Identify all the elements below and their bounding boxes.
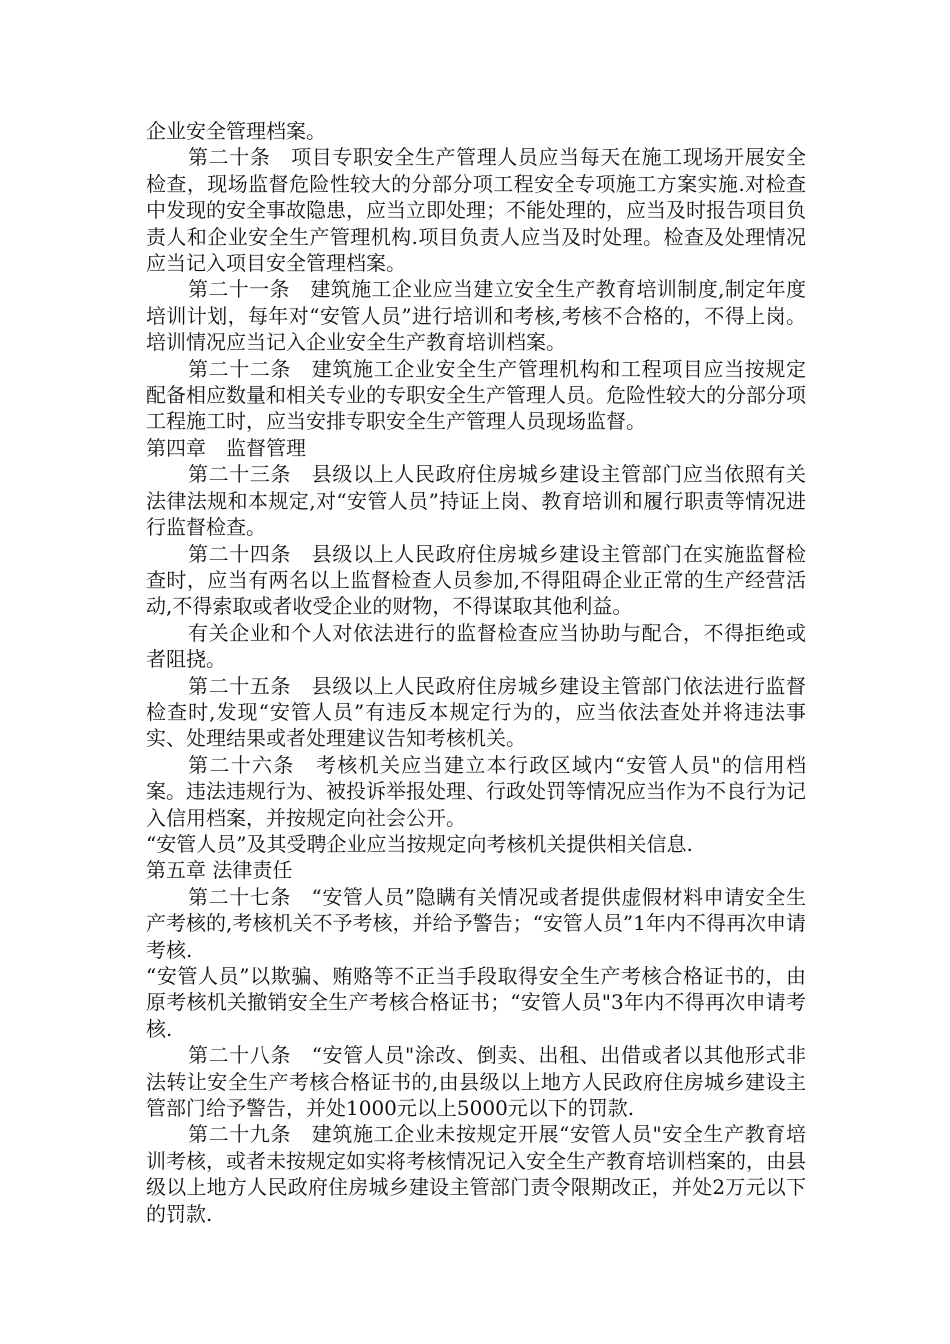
- chapter-4-heading: 第四章 监督管理: [146, 435, 306, 460]
- chapter-5-heading: 第五章 法律责任: [146, 858, 293, 883]
- article-24: 第二十四条 县级以上人民政府住房城乡建设主管部门在实施监督检查时，应当有两名以上监督检查人员参加,不得阻碍企业正常的生产经营活动,不得索取或者收受企业的财物，不得谋取其他利益。: [146, 541, 806, 619]
- article-27: 第二十七条 “安管人员”隐瞒有关情况或者提供虚假材料申请安全生产考核的,考核机关不予考核，并给予警告；“安管人员”1年内不得再次申请考核.: [146, 884, 806, 962]
- article-26: 第二十六条 考核机关应当建立本行政区域内“安管人员"的信用档案。违法违规行为、被投诉举报处理、行政处罚等情况应当作为不良行为记入信用档案，并按规定向社会公开。: [146, 752, 806, 830]
- article-24-paragraph-2: 有关企业和个人对依法进行的监督检查应当协助与配合，不得拒绝或者阻挠。: [146, 620, 806, 672]
- article-20: 第二十条 项目专职安全生产管理人员应当每天在施工现场开展安全检查，现场监督危险性较大的分部分项工程安全专项施工方案实施.对检查中发现的安全事故隐患，应当立即处理；不能处理的，应当及时报告项目负责人和企业安全生产管理机构.项目负责人应当及时处理。检查及处理情况应当记入项目安全管理档案。: [146, 145, 806, 276]
- document-page: [146, 118, 806, 1227]
- article-26-paragraph-2: “安管人员”及其受聘企业应当按规定向考核机关提供相关信息.: [146, 831, 693, 856]
- article-29: 第二十九条 建筑施工企业未按规定开展“安管人员"安全生产教育培训考核，或者未按规定如实将考核情况记入安全生产教育培训档案的，由县级以上地方人民政府住房城乡建设主管部门责令限期改正，并处2万元以下的罚款.: [146, 1122, 806, 1226]
- article-23: 第二十三条 县级以上人民政府住房城乡建设主管部门应当依照有关法律法规和本规定,对“安管人员”持证上岗、教育培训和履行职责等情况进行监督检查。: [146, 462, 806, 540]
- article-21: 第二十一条 建筑施工企业应当建立安全生产教育培训制度,制定年度培训计划，每年对“安管人员”进行培训和考核,考核不合格的，不得上岗。培训情况应当记入企业安全生产教育培训档案。: [146, 277, 806, 355]
- article-22: 第二十二条 建筑施工企业安全生产管理机构和工程项目应当按规定配备相应数量和相关专业的专职安全生产管理人员。危险性较大的分部分项工程施工时，应当安排专职安全生产管理人员现场监督。: [146, 356, 806, 434]
- article-25: 第二十五条 县级以上人民政府住房城乡建设主管部门依法进行监督检查时,发现“安管人员”有违反本规定行为的，应当依法查处并将违法事实、处理结果或者处理建议告知考核机关。: [146, 673, 806, 751]
- article-28: 第二十八条 “安管人员"涂改、倒卖、出租、出借或者以其他形式非法转让安全生产考核合格证书的,由县级以上地方人民政府住房城乡建设主管部门给予警告，并处1000元以上5000元以下的罚款.: [146, 1043, 806, 1121]
- article-27-paragraph-2: “安管人员”以欺骗、贿赂等不正当手段取得安全生产考核合格证书的，由原考核机关撤销安全生产考核合格证书；“安管人员"3年内不得再次申请考核.: [146, 964, 806, 1041]
- paragraph-1: 企业安全管理档案。: [146, 119, 326, 143]
